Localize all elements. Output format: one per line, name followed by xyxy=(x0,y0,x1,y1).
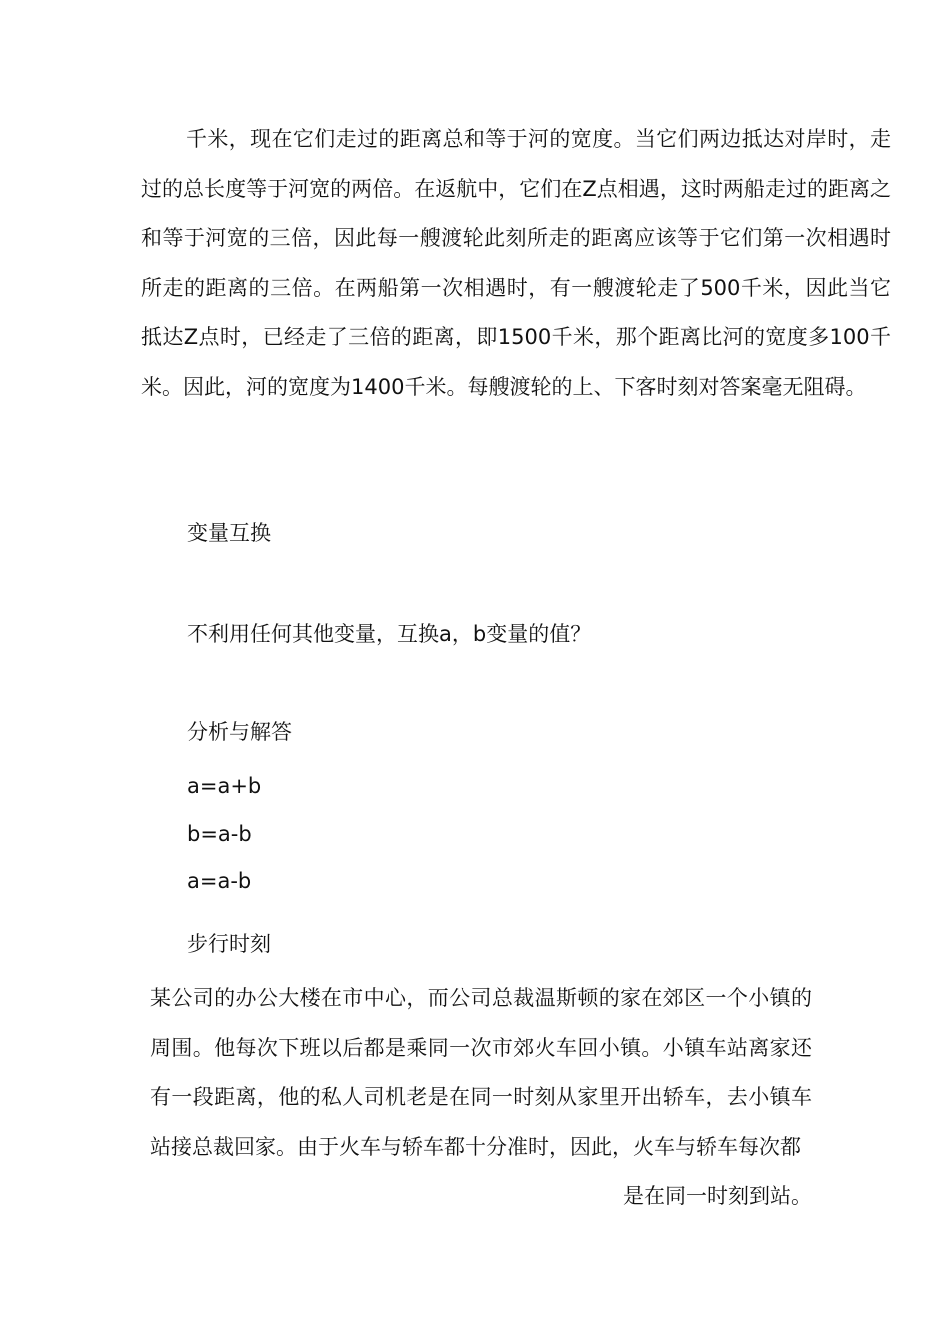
section-heading-analysis: 分析与解答 xyxy=(187,720,292,744)
code-line-1: a=a+b xyxy=(187,774,262,798)
story-paragraph-last-line: 是在同一时刻到站。 xyxy=(623,1184,812,1208)
question-text: 不利用任何其他变量，互换a，b变量的值？ xyxy=(187,622,592,646)
answer-paragraph: 千米，现在它们走过的距离总和等于河的宽度。当它们两边抵达对岸时，走过的总长度等于河宽的两倍。在返航中，它们在Z点相遇，这时两船走过的距离之和等于河宽的三倍，因此每一艘渡轮此刻所走的距离应该等于它们第一次相遇时所走的距离的三倍。在两船第一次相遇时，有一艘渡轮走了500千米，因此当它抵达Z点时，已经走了三倍的距离，即1500千米，那个距离比河的宽度多100千米。因此，河的宽度为1400千米。每艘渡轮的上、下客时刻对答案毫无阻碍。 xyxy=(141,127,891,399)
story-paragraph: 某公司的办公大楼在市中心，而公司总裁温斯顿的家在郊区一个小镇的周围。他每次下班以后都是乘同一次市郊火车回小镇。小镇车站离家还有一段距离，他的私人司机老是在同一时刻从家里开出轿车，去小镇车站接总裁回家。由于火车与轿车都十分准时，因此，火车与轿车每次都 xyxy=(150,986,812,1159)
section-heading-walking-time: 步行时刻 xyxy=(187,932,271,956)
section-heading-variable-swap: 变量互换 xyxy=(187,521,271,545)
code-line-3: a=a-b xyxy=(187,869,252,893)
code-line-2: b=a-b xyxy=(187,822,252,846)
